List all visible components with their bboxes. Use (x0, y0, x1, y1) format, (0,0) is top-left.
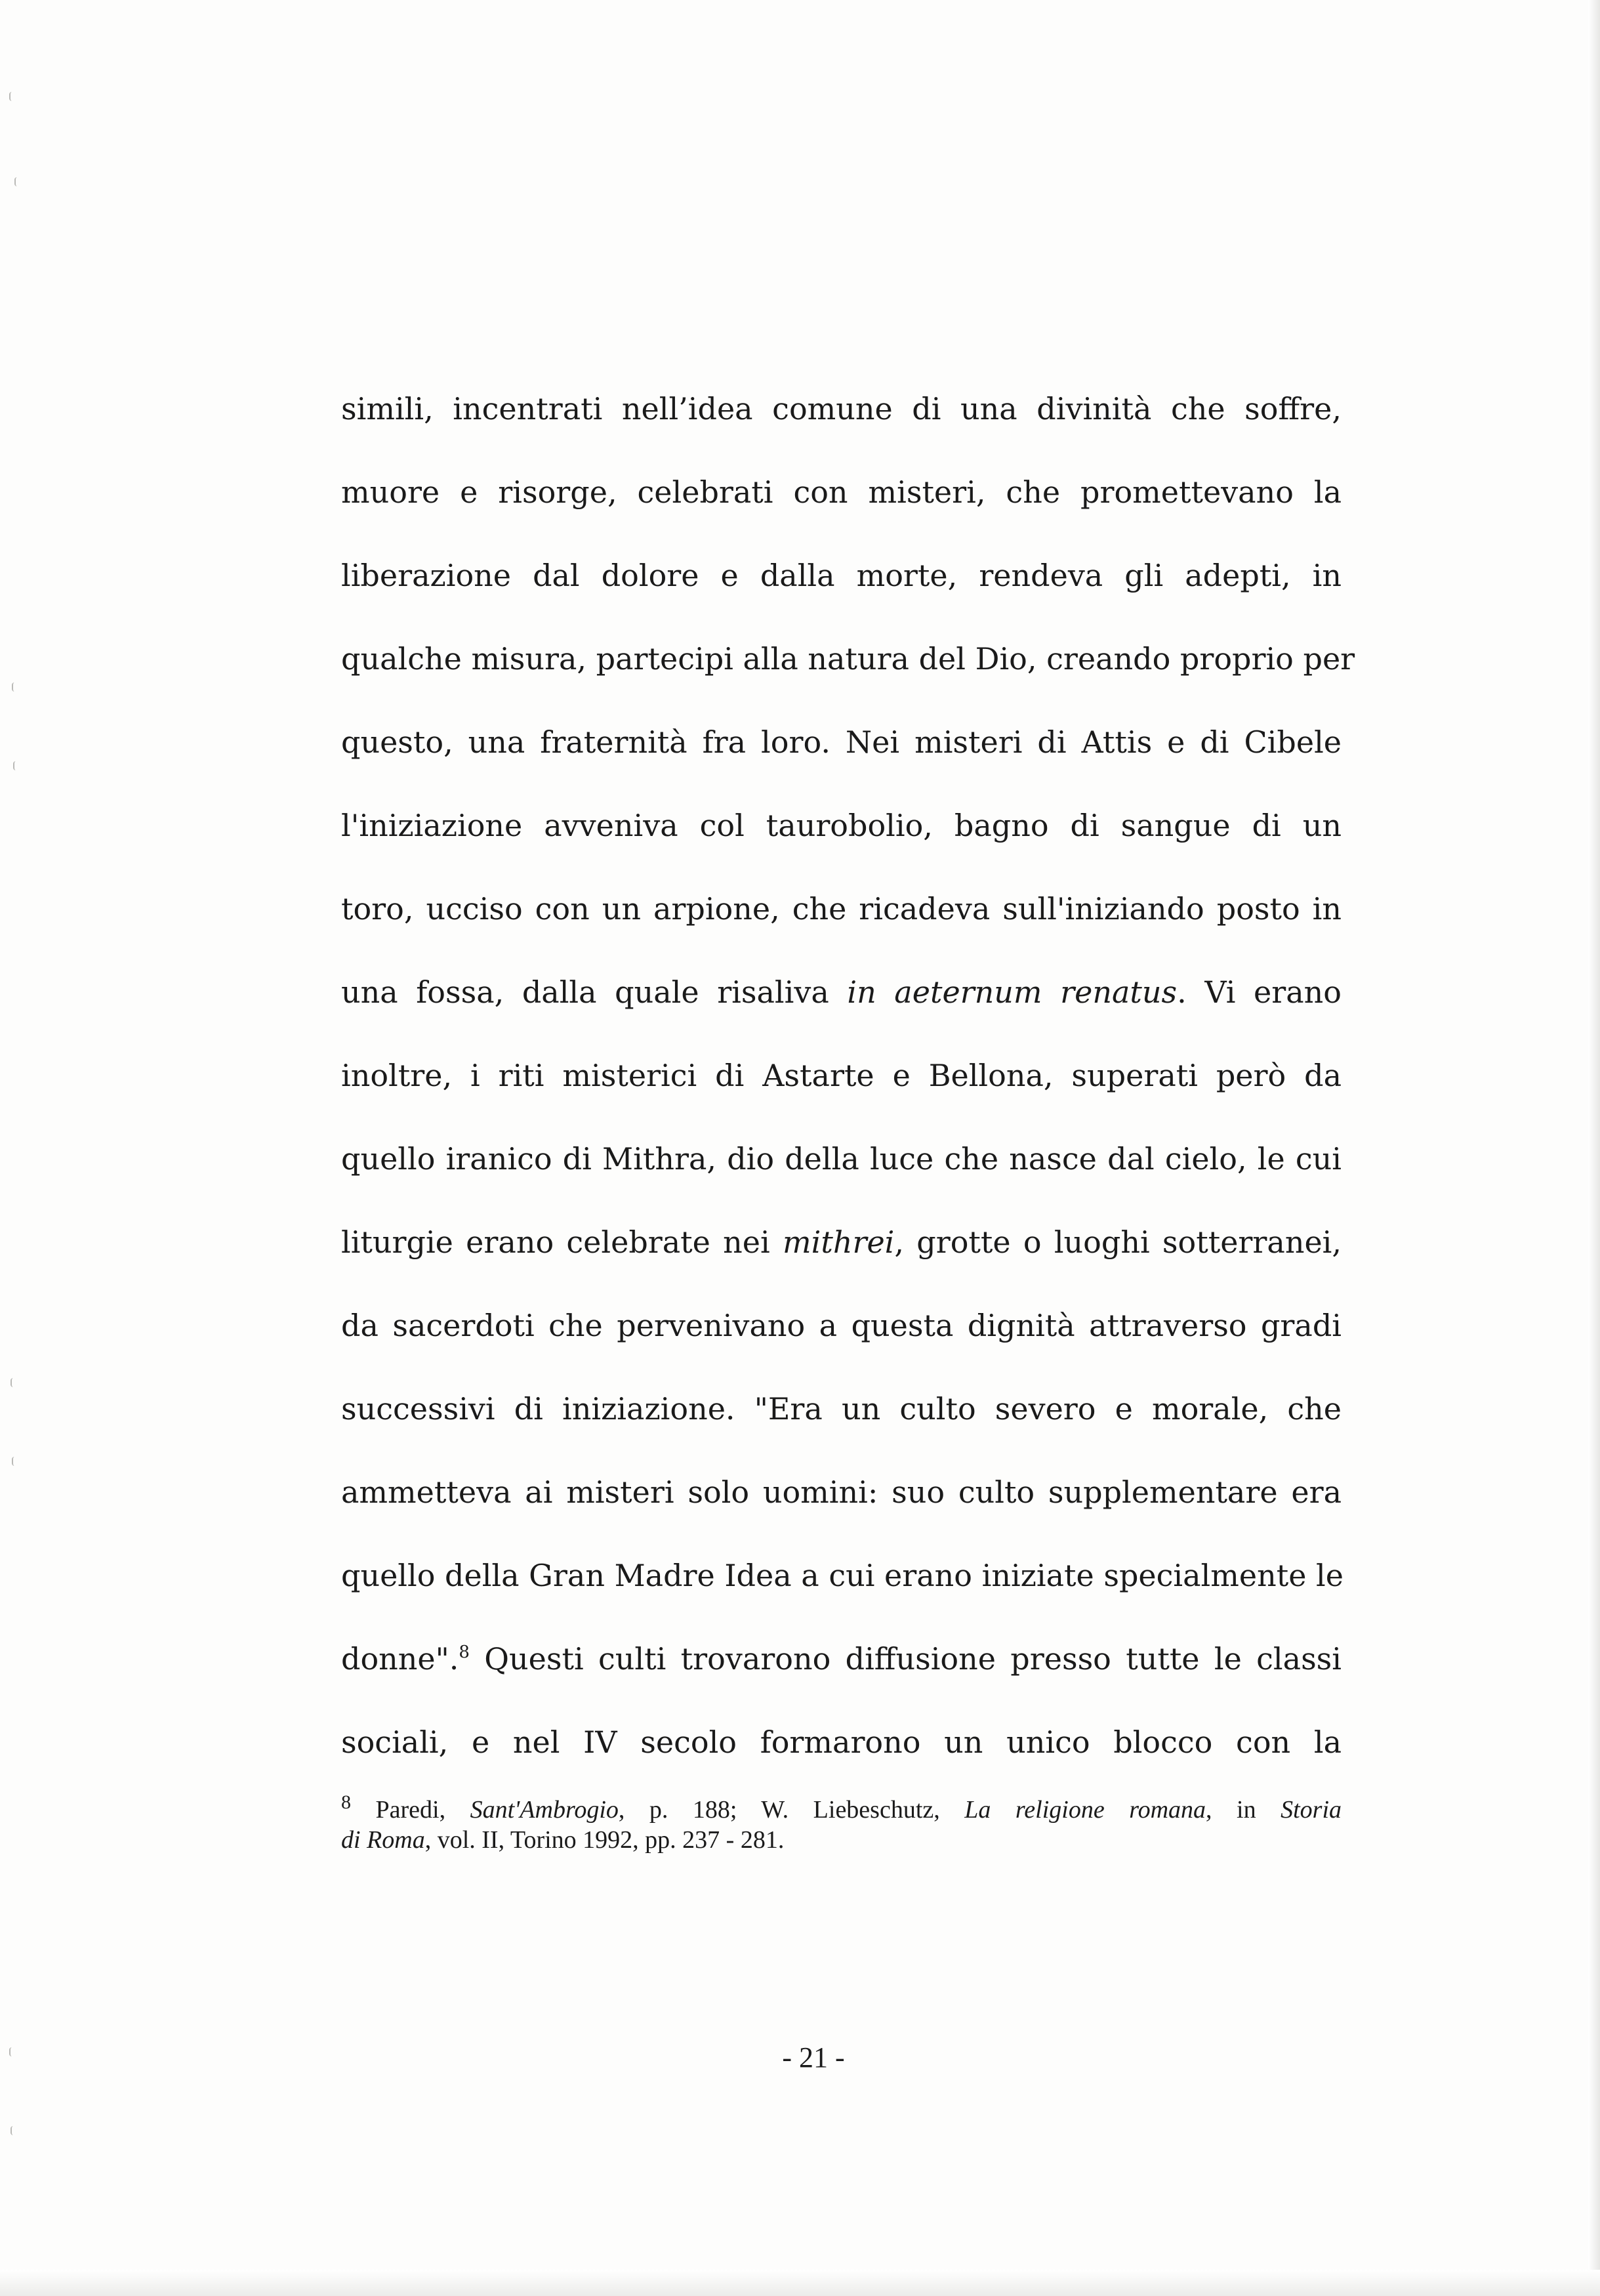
page-number: - 21 - (782, 2041, 845, 2074)
text-line: questo, una fraternità fra loro. Nei misteri di Attis e di Cibele (341, 724, 1342, 760)
scan-edge-right (1588, 0, 1600, 2296)
footnote-reference[interactable]: 8 (459, 1642, 470, 1662)
footnote-text: Paredi, (375, 1796, 446, 1824)
footnote-text: , in (1206, 1796, 1256, 1824)
text-line: l'iniziazione avveniva col taurobolio, bagno di sangue di un (341, 808, 1342, 843)
text-line (341, 1201, 1342, 1284)
text-line: toro, ucciso con un arpione, che ricadeva sull'iniziando posto in (341, 891, 1342, 927)
text-line: liberazione dal dolore e dalla morte, rendeva gli adepti, in (341, 558, 1342, 593)
footnote-title: Sant'Ambrogio (470, 1796, 619, 1824)
text-segment: donne". (341, 1641, 459, 1677)
footnote (341, 1791, 1342, 1855)
italic-term: mithrei (783, 1224, 895, 1260)
text-segment: una fossa, dalla quale risaliva (341, 974, 829, 1010)
footnote-title: di Roma (341, 1826, 425, 1854)
footnote-title: Storia (1281, 1796, 1342, 1824)
text-line (341, 951, 1342, 1034)
footnote-text: , p. 188; W. Liebeschutz, (618, 1796, 940, 1824)
text-line: quello iranico di Mithra, dio della luce che nasce dal cielo, le cui (341, 1141, 1342, 1177)
text-line: sociali, e nel IV secolo formarono un unico blocco con la (341, 1724, 1342, 1760)
text-line (341, 1618, 1342, 1701)
text-line: qualche misura, partecipi alla natura del Dio, creando proprio per (341, 641, 1355, 677)
scan-edge-bottom (0, 2270, 1600, 2296)
text-segment: , grotte o luoghi sotterranei, (894, 1224, 1342, 1260)
footnote-marker: 8 (341, 1791, 351, 1813)
scan-speck (9, 92, 16, 101)
scan-speck (12, 682, 18, 692)
footnote-text: , vol. II, Torino 1992, pp. 237 - 281. (424, 1826, 785, 1854)
scan-speck (10, 1378, 17, 1387)
latin-phrase: in aeternum renatus (847, 974, 1178, 1010)
scan-speck (12, 1457, 18, 1466)
scan-speck (13, 761, 20, 770)
text-line: da sacerdoti che pervenivano a questa dignità attraverso gradi (341, 1308, 1342, 1343)
text-line: simili, incentrati nell’idea comune di una divinità che soffre, (341, 391, 1342, 427)
footnote-line (341, 1791, 1342, 1825)
body-text (341, 367, 1355, 1784)
text-line: quello della Gran Madre Idea a cui erano iniziate specialmente le (341, 1558, 1344, 1593)
text-segment: liturgie erano celebrate nei (341, 1224, 770, 1260)
scan-speck (14, 177, 21, 186)
text-line: ammetteva ai misteri solo uomini: suo culto supplementare era (341, 1474, 1342, 1510)
text-segment: . Vi erano (1177, 974, 1342, 1010)
scan-speck (10, 2126, 17, 2135)
text-segment: Questi culti trovarono diffusione presso tutte le classi (469, 1641, 1342, 1677)
footnote-title: La religione romana (964, 1796, 1206, 1824)
text-line: successivi di iniziazione. "Era un culto severo e morale, che (341, 1391, 1342, 1427)
scan-speck (9, 2047, 16, 2056)
text-line: inoltre, i riti misterici di Astarte e Bellona, superati però da (341, 1058, 1342, 1093)
text-line: muore e risorge, celebrati con misteri, che promettevano la (341, 474, 1342, 510)
footnote-line (341, 1825, 1342, 1855)
